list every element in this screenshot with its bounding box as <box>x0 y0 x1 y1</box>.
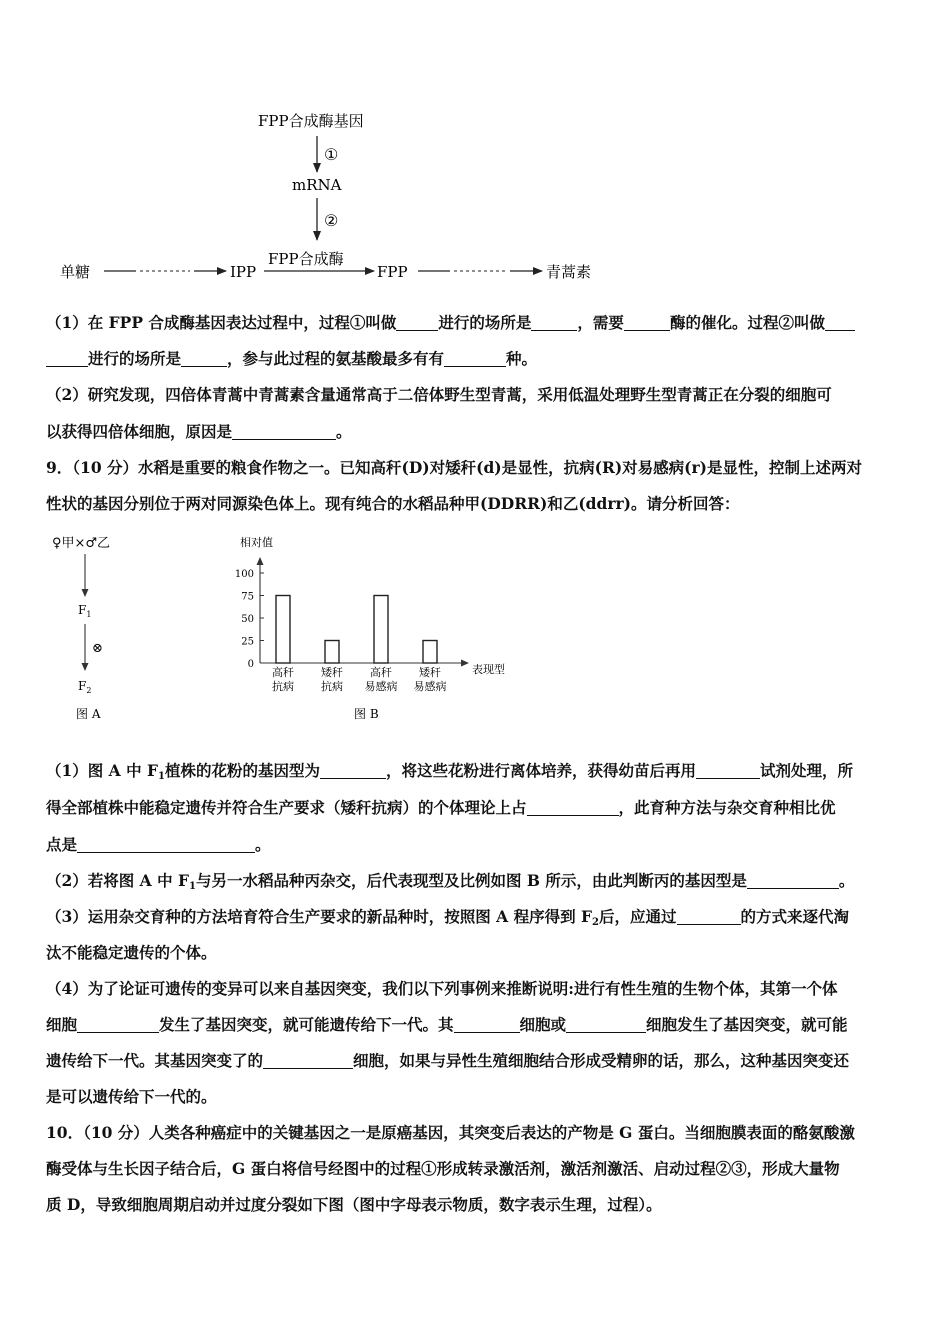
chart-category-label: 抗病 <box>321 680 343 693</box>
pathway-ipp-label: IPP <box>230 263 257 281</box>
answer-blank[interactable] <box>46 352 88 367</box>
figure-b-bar-chart <box>220 528 520 728</box>
subscript: 1 <box>189 881 196 892</box>
answer-blank[interactable] <box>181 352 227 367</box>
q8-p2-text-b: 以获得四倍体细胞，原因是 <box>46 422 233 441</box>
q9-p4-text-e: 细胞发生了基因突变，就可能 <box>646 1015 848 1034</box>
chart-ytick-label: 75 <box>241 591 254 603</box>
q10-line1 <box>46 1121 855 1143</box>
q8-p1-text-a: （1）在 FPP 合成酶基因表达过程中，过程①叫做 <box>46 313 397 332</box>
q8-part2-line1 <box>46 383 832 405</box>
figa-caption: 图 A <box>76 707 101 721</box>
q9-p1-text-h: 。 <box>255 835 271 854</box>
chart-category-label: 矮秆 <box>419 666 441 679</box>
q9-part4-line4 <box>46 1085 217 1107</box>
q9-p4-text-b: 细胞 <box>46 1015 78 1034</box>
answer-blank[interactable] <box>747 874 839 889</box>
chart-category-label: 矮秆 <box>321 666 343 679</box>
chart-ytick-label: 50 <box>241 614 254 625</box>
q9-p4-text-f: 遗传给下一代。其基因突变了的 <box>46 1051 264 1070</box>
answer-blank[interactable] <box>77 1018 159 1033</box>
q9-part1-line2 <box>46 796 836 818</box>
chart-bar <box>276 596 290 664</box>
chart-bar <box>423 641 437 664</box>
answer-blank[interactable] <box>531 316 577 331</box>
q8-part2-line2 <box>46 420 352 442</box>
subscript: 1 <box>158 771 165 782</box>
q9-intro-text-1: 9．（10 分）水稻是重要的粮食作物之一。已知高秆(D)对矮秆(d)是显性，抗病(R)对易感病(r)是显性，控制上述两对 <box>46 458 863 477</box>
q9-p4-text-h: 是可以遗传给下一代的。 <box>46 1087 217 1106</box>
q9-part4-line2 <box>46 1013 848 1035</box>
pathway-step1-label: ① <box>324 145 339 164</box>
chart-bar <box>374 596 388 664</box>
answer-blank[interactable] <box>396 316 438 331</box>
q8-p1-text-f: ，参与此过程的氨基酸最多有有 <box>227 349 445 368</box>
q9-p4-text-a: （4）为了论证可遗传的变异可以来自基因突变，我们以下列事例来推断说明:进行有性生殖的生物个体，其第一个体 <box>46 979 838 998</box>
chart-caption: 图 B <box>354 707 379 721</box>
chart-bar <box>325 641 339 664</box>
q9-part4-line1 <box>46 977 838 999</box>
q9-p1-text-b: 植株的花粉的基因型为 <box>164 761 320 780</box>
pathway-mrna-label: mRNA <box>292 176 342 194</box>
answer-blank[interactable] <box>825 316 855 331</box>
fpp-pathway-diagram <box>0 0 950 290</box>
q9-intro-text-2: 性状的基因分别位于两对同源染色体上。现有纯合的水稻品种甲(DDRR)和乙(ddrr)。请分析回答： <box>46 494 740 513</box>
chart-category-label: 高秆 <box>370 666 392 679</box>
figa-cross-label: ♀甲×♂乙 <box>52 536 111 551</box>
answer-blank[interactable] <box>444 352 506 367</box>
q9-p4-text-c: 发生了基因突变，就可能遗传给下一代。其 <box>159 1015 454 1034</box>
q9-p1-text-g: 点是 <box>46 835 78 854</box>
q9-intro-line1 <box>46 456 862 478</box>
figure-a-cross-diagram <box>40 528 150 728</box>
q8-p2-text-a: （2）研究发现，四倍体青蒿中青蒿素含量通常高于二倍体野生型青蒿，采用低温处理野生型青蒿正在分裂的细胞可 <box>46 385 832 404</box>
pathway-start-label: 单糖 <box>60 263 91 281</box>
q9-p1-text-f: ，此育种方法与杂交育种相比优 <box>618 798 836 817</box>
chart-xlabel: 表现型 <box>472 663 505 676</box>
subscript: 2 <box>592 917 599 928</box>
answer-blank[interactable] <box>677 910 741 925</box>
answer-blank[interactable] <box>263 1054 353 1069</box>
figa-f1-label: $F_1$ <box>78 603 92 619</box>
q9-p3-text-a: （3）运用杂交育种的方法培育符合生产要求的新品种时，按照图 A 程序得到 F <box>46 907 593 926</box>
q9-p4-text-d: 细胞或 <box>519 1015 567 1034</box>
answer-blank[interactable] <box>527 801 619 816</box>
chart-ytick-label: 100 <box>234 569 254 580</box>
pathway-gene-label: FPP合成酶基因 <box>258 112 364 130</box>
q10-line3 <box>46 1193 662 1215</box>
q8-p1-text-c: ，需要 <box>577 313 624 332</box>
figa-selfing-symbol: ⊗ <box>92 641 103 656</box>
answer-blank[interactable] <box>566 1018 646 1033</box>
chart-ylabel: 相对值 <box>240 536 273 549</box>
q9-p3-text-c: 的方式来逐代淘 <box>740 907 850 926</box>
q9-part1-line3 <box>46 833 271 855</box>
pathway-fpp-label: FPP <box>377 263 408 281</box>
chart-category-label: 高秆 <box>272 666 294 679</box>
q9-part3-line2 <box>46 941 217 963</box>
answer-blank[interactable] <box>77 838 255 853</box>
q10-text-1: 10．（10 分）人类各种癌症中的关键基因之一是原癌基因，其突变后表达的产物是 G 蛋白。当细胞膜表面的酪氨酸激 <box>46 1123 855 1142</box>
q8-p2-text-c: 。 <box>336 422 352 441</box>
q9-p1-text-e: 得全部植株中能稳定遗传并符合生产要求（矮秆抗病）的个体理论上占 <box>46 798 527 817</box>
answer-blank[interactable] <box>696 764 760 779</box>
q9-p3-text-d: 汰不能稳定遗传的个体。 <box>46 943 217 962</box>
chart-category-label: 抗病 <box>272 680 294 693</box>
chart-ytick-label: 0 <box>247 659 254 670</box>
q9-p4-text-g: 细胞，如果与异性生殖细胞结合形成受精卵的话，那么，这种基因突变还 <box>353 1051 850 1070</box>
pathway-step2-label: ② <box>324 211 339 230</box>
q10-text-3: 质 D，导致细胞周期启动并过度分裂如下图（图中字母表示物质，数字表示生理，过程）。 <box>46 1195 662 1214</box>
q8-p1-text-g: 种。 <box>506 349 538 368</box>
figa-f2-label: $F_2$ <box>78 679 92 695</box>
q9-p2-text-b: 与另一水稻品种丙杂交，后代表现型及比例如图 B 所示，由此判断丙的基因型是 <box>195 871 747 890</box>
answer-blank[interactable] <box>232 425 336 440</box>
q9-p2-text-a: （2）若将图 A 中 F <box>46 871 190 890</box>
q10-text-2: 酶受体与生长因子结合后，G 蛋白将信号经图中的过程①形成转录激活剂，激活剂激活、启动过程②③，形成大量物 <box>46 1159 840 1178</box>
answer-blank[interactable] <box>320 764 386 779</box>
q8-p1-text-b: 进行的场所是 <box>438 313 532 332</box>
q9-p1-text-a: （1）图 A 中 F <box>46 761 159 780</box>
q9-part1-line1 <box>46 759 853 782</box>
q9-part4-line3 <box>46 1049 849 1071</box>
chart-category-label: 易感病 <box>364 680 398 693</box>
q9-p1-text-c: ，将这些花粉进行离体培养，获得幼苗后再用 <box>386 761 697 780</box>
pathway-end-label: 青蒿素 <box>546 263 592 281</box>
q9-p3-text-b: 后，应通过 <box>598 907 677 926</box>
answer-blank[interactable] <box>624 316 670 331</box>
q8-part1-line2 <box>46 347 537 369</box>
q9-part2-line1 <box>46 869 854 892</box>
pathway-enzyme-label: FPP合成酶 <box>268 250 344 268</box>
q9-part3-line1 <box>46 905 849 928</box>
chart-category-label: 易感病 <box>413 680 447 693</box>
q8-part1-line1 <box>46 311 855 333</box>
answer-blank[interactable] <box>454 1018 520 1033</box>
q9-intro-line2 <box>46 492 740 514</box>
q9-p1-text-d: 试剂处理，所 <box>760 761 854 780</box>
q8-p1-text-d: 酶的催化。过程②叫做 <box>669 313 825 332</box>
q9-p2-text-c: 。 <box>838 871 855 890</box>
chart-ytick-label: 25 <box>241 636 254 648</box>
q10-line2 <box>46 1157 840 1179</box>
q8-p1-text-e: 进行的场所是 <box>88 349 182 368</box>
